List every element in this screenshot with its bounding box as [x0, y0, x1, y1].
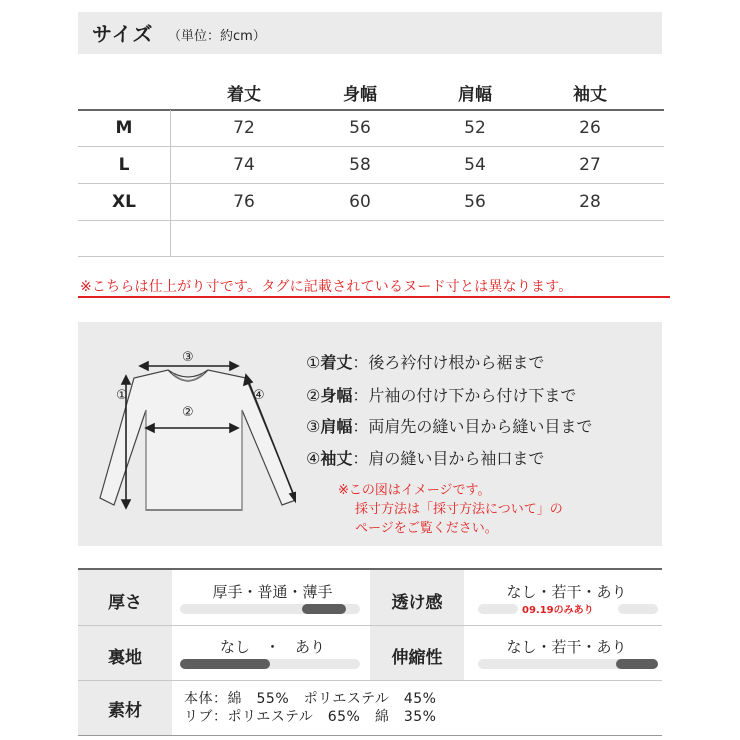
- finished-size-note: ※こちらは仕上がり寸です。タグに記載されているヌード寸とは異なります。: [80, 279, 573, 295]
- stretch-gauge: [478, 659, 658, 669]
- table-cell: 60: [349, 192, 371, 212]
- marker-width: ②: [182, 405, 194, 420]
- image-note-line1: ※この図はイメージです。: [338, 483, 491, 498]
- garment-diagram: [96, 340, 296, 530]
- table-cell: 27: [579, 155, 601, 175]
- stretch-label: 伸縮性: [391, 648, 443, 668]
- transparency-label: 透け感: [391, 593, 443, 613]
- transparency-note: 09.19のみあり: [522, 605, 594, 616]
- table-row-rule: [78, 220, 664, 221]
- measurement-desc-width: ②身幅：片袖の付け下から付け下まで: [306, 386, 577, 405]
- lining-options: なし ・ あり: [219, 638, 325, 656]
- marker-shoulder: ③: [182, 350, 194, 365]
- material-line-body: 本体：綿 55% ポリエステル 45%: [184, 691, 437, 707]
- lining-gauge-fill: [180, 659, 270, 669]
- table-cell: 72: [233, 118, 255, 138]
- table-cell: 54: [464, 155, 486, 175]
- transparency-options: なし・若干・あり: [506, 583, 627, 601]
- table-cell: 52: [464, 118, 486, 138]
- image-note-line2: 採寸方法は「採寸方法について」の: [355, 502, 563, 517]
- marker-sleeve: ④: [253, 388, 265, 403]
- stretch-options: なし・若干・あり: [506, 638, 627, 656]
- table-header-rule: [78, 109, 664, 111]
- stretch-gauge-fill: [616, 659, 658, 669]
- material-label: 素材: [108, 701, 142, 721]
- thickness-label: 厚さ: [108, 593, 142, 613]
- thickness-gauge-fill: [302, 604, 346, 614]
- note-underline: [78, 296, 670, 298]
- measurement-desc-sleeve: ④袖丈：肩の縫い目から袖口まで: [306, 449, 545, 468]
- lining-label: 裏地: [108, 648, 142, 668]
- material-line-rib: リブ：ポリエステル 65% 綿 35%: [184, 709, 437, 725]
- unit-label: （単位：約cm）: [168, 29, 266, 44]
- table-cell: 56: [349, 118, 371, 138]
- column-header-shoulder: 肩幅: [458, 85, 492, 105]
- properties-bottom-rule: [78, 735, 662, 736]
- column-header-width: 身幅: [343, 85, 377, 105]
- row-header-m: M: [115, 118, 133, 138]
- transparency-gauge-left: [478, 604, 518, 614]
- column-header-sleeve: 袖丈: [573, 85, 607, 105]
- measurement-desc-length: ①着丈：後ろ衿付け根から裾まで: [306, 353, 545, 372]
- properties-row-rule: [78, 680, 662, 681]
- table-cell: 58: [349, 155, 371, 175]
- table-cell: 28: [579, 192, 601, 212]
- marker-length: ①: [116, 388, 128, 403]
- table-row-rule: [78, 256, 664, 257]
- image-note-line3: ページをご覧ください。: [355, 521, 498, 536]
- table-cell: 26: [579, 118, 601, 138]
- table-row-rule: [78, 146, 664, 147]
- thickness-gauge: [180, 604, 360, 614]
- thickness-options: 厚手・普通・薄手: [212, 583, 333, 601]
- transparency-gauge: [478, 604, 658, 614]
- transparency-gauge-right: [618, 604, 658, 614]
- table-row-rule: [78, 183, 664, 184]
- column-header-length: 着丈: [227, 85, 261, 105]
- table-cell: 56: [464, 192, 486, 212]
- measurement-desc-shoulder: ③肩幅：両肩先の縫い目から縫い目まで: [306, 417, 593, 436]
- row-header-l: L: [118, 155, 130, 175]
- header-band: [78, 12, 662, 54]
- properties-row-rule: [78, 625, 662, 626]
- page-title: サイズ: [92, 22, 154, 46]
- lining-gauge: [180, 659, 360, 669]
- table-cell: 74: [233, 155, 255, 175]
- table-cell: 76: [233, 192, 255, 212]
- row-header-xl: XL: [112, 192, 136, 212]
